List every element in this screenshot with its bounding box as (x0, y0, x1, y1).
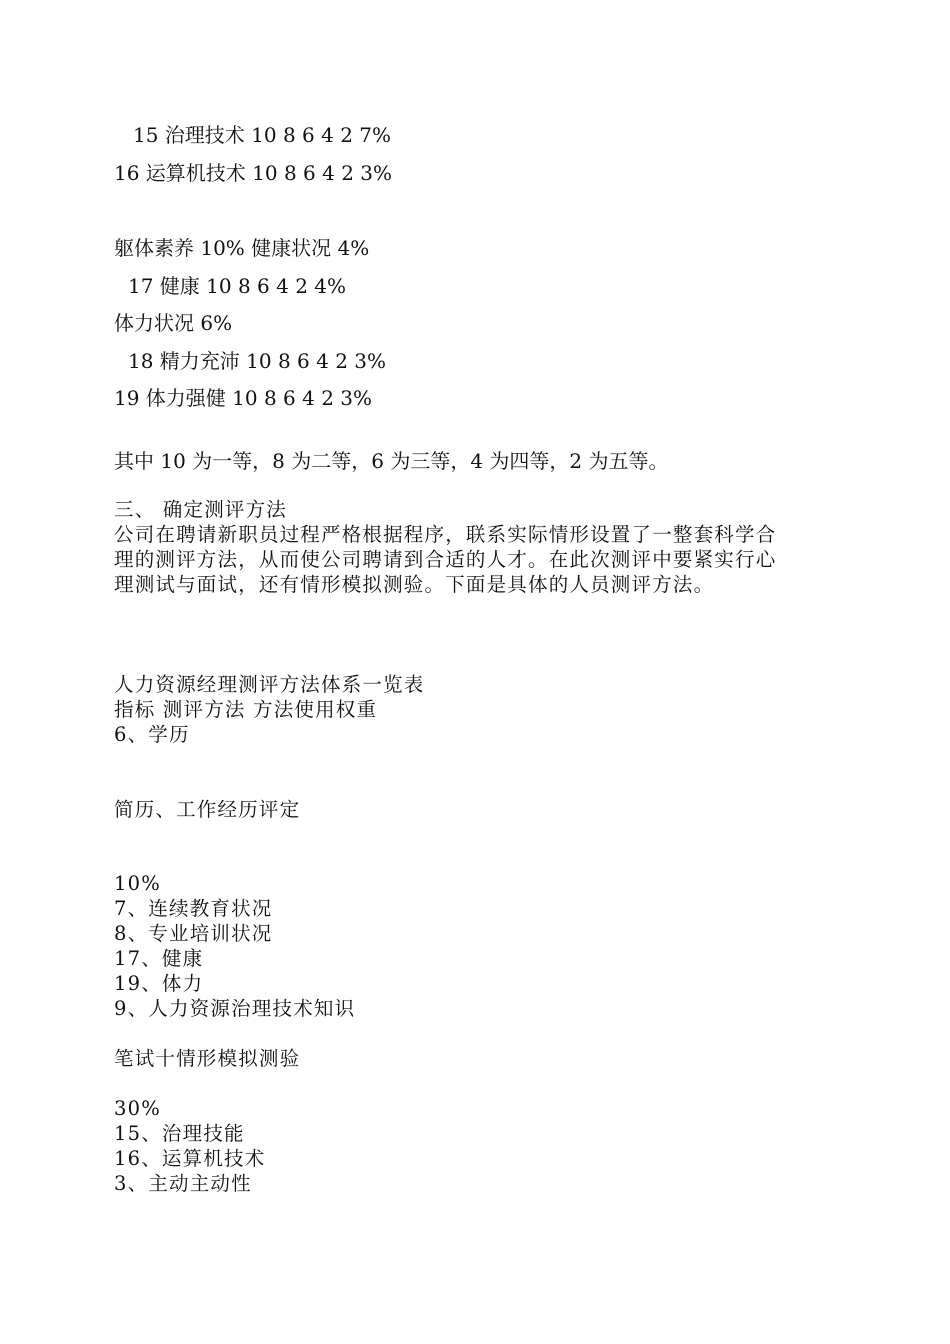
table-title: 人力资源经理测评方法体系一览表 (114, 673, 425, 696)
paragraph-line: 理测试与面试，还有情形模拟测验。下面是具体的人员测评方法。 (114, 573, 715, 596)
score-row-16: 16 运算机技术 10 8 6 4 2 3% (114, 161, 393, 185)
table-item: 3、主动主动性 (114, 1172, 252, 1195)
table-item: 7、连续教育状况 (114, 897, 273, 920)
table-method: 简历、工作经历评定 (114, 798, 301, 821)
table-item: 6、学历 (114, 723, 190, 746)
paragraph-line: 理的测评方法，从而使公司聘请到合适的人才。在此次测评中要紧实行心 (114, 548, 777, 571)
table-method: 笔试十情形模拟测验 (114, 1047, 301, 1070)
paragraph-line: 公司在聘请新职员过程严格根据程序，联系实际情形设置了一整套科学合 (114, 523, 777, 546)
table-item: 19、体力 (114, 972, 204, 995)
score-row-19: 19 体力强健 10 8 6 4 2 3% (114, 386, 373, 410)
score-row-17: 17 健康 10 8 6 4 2 4% (128, 274, 347, 298)
table-weight: 30% (114, 1097, 161, 1120)
score-row-18: 18 精力充沛 10 8 6 4 2 3% (128, 349, 387, 373)
table-weight: 10% (114, 872, 161, 895)
grade-note: 其中 10 为一等，8 为二等，6 为三等，4 为四等，2 为五等。 (114, 449, 669, 473)
table-item: 15、治理技能 (114, 1122, 245, 1145)
strength-row: 体力状况 6% (114, 311, 233, 335)
section-heading: 三、 确定测评方法 (114, 498, 287, 521)
table-item: 9、人力资源治理技术知识 (114, 997, 356, 1020)
score-row-15: 15 治理技术 10 8 6 4 2 7% (133, 123, 392, 147)
table-item: 8、专业培训状况 (114, 922, 273, 945)
table-item: 17、健康 (114, 947, 204, 970)
table-item: 16、运算机技术 (114, 1147, 266, 1170)
table-header: 指标 测评方法 方法使用权重 (114, 698, 378, 721)
physical-quality-row: 躯体素养 10% 健康状况 4% (114, 236, 370, 260)
